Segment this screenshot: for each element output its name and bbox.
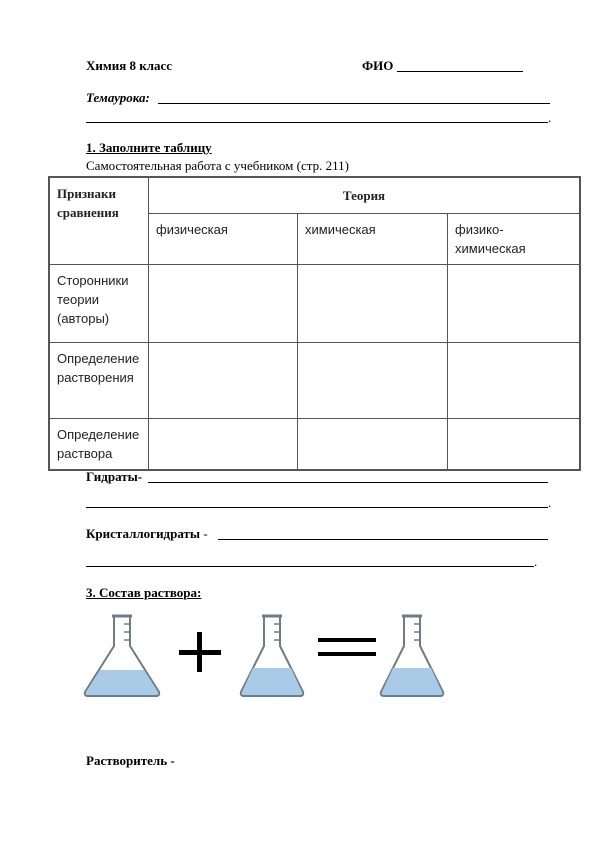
kristall-blank-line-1[interactable] <box>218 539 548 540</box>
column-label: химическая <box>305 221 376 237</box>
column-label: физико-химическая <box>455 221 526 256</box>
flask-icon <box>236 612 308 698</box>
plus-icon <box>176 632 224 672</box>
kristall-label-wrap <box>86 526 208 542</box>
table-cell[interactable] <box>448 264 581 342</box>
gidraty-blank-line-2[interactable] <box>86 507 548 508</box>
table-cell[interactable] <box>448 342 581 418</box>
theory-header-cell <box>149 177 581 213</box>
kristall-label: Кристаллогидраты <box>86 526 201 541</box>
fio-label: ФИО <box>362 58 394 73</box>
flask-icon <box>80 612 164 698</box>
table-corner-cell <box>49 177 149 264</box>
row-label: Определение раствора <box>57 426 140 461</box>
table-cell[interactable] <box>448 418 581 470</box>
table-cell[interactable] <box>298 418 448 470</box>
table-cell[interactable] <box>149 264 298 342</box>
row-header-solution <box>49 418 149 470</box>
row-label: Определение растворения <box>57 350 140 385</box>
table-cell[interactable] <box>298 342 448 418</box>
kristall-blank-line-2[interactable] <box>86 566 534 567</box>
kristall-dash: - <box>200 526 208 541</box>
gidraty-period: . <box>548 495 552 510</box>
table-corner-label: Признаки сравнения <box>57 186 119 220</box>
flask-icon <box>376 612 448 698</box>
theory-header: Теория <box>342 188 386 203</box>
gidraty-blank-line-1[interactable] <box>148 482 548 483</box>
section3-title: 3. Состав раствора: <box>86 585 202 600</box>
table-cell[interactable] <box>298 264 448 342</box>
topic-label: Темаурока: <box>86 90 150 105</box>
table-cell[interactable] <box>149 418 298 470</box>
kristall-period: . <box>534 554 538 569</box>
section1-subtitle: Самостоятельная работа с учебником (стр. 211) <box>86 158 349 173</box>
equals-icon <box>316 634 378 662</box>
comparison-table <box>48 176 581 471</box>
topic-blank-line-1[interactable] <box>158 103 550 104</box>
column-header-physical <box>149 213 298 264</box>
rastvoritel-label: Растворитель - <box>86 753 175 768</box>
section1-title: 1. Заполните таблицу <box>86 140 212 155</box>
column-label: физическая <box>156 221 228 237</box>
topic-period: . <box>548 110 552 125</box>
row-header-authors <box>49 264 149 342</box>
table-cell[interactable] <box>149 342 298 418</box>
row-header-dissolution <box>49 342 149 418</box>
fio-blank-line[interactable] <box>397 71 523 72</box>
subject-label: Химия 8 класс <box>86 58 173 73</box>
column-header-physchem <box>448 213 581 264</box>
gidraty-label: Гидраты- <box>86 469 143 484</box>
row-label: Сторонники теории (авторы) <box>57 272 129 326</box>
column-header-chemical <box>298 213 448 264</box>
topic-blank-line-2[interactable] <box>86 122 548 123</box>
